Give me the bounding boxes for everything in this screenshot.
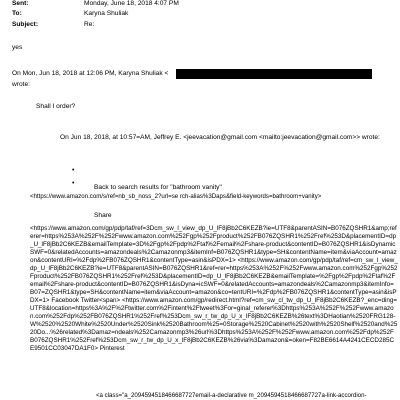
- sent-label: Sent:: [12, 0, 29, 7]
- subject-value: Re:: [84, 21, 95, 28]
- quote1-prefix: On Mon, Jun 18, 2018 at 12:06 PM, Karyna Shuliak <: [12, 70, 169, 77]
- back-to-search-url[interactable]: <https://www.amazon.com/s/ref=nb_sb_noss_2?url=se rch-alias%3Daps&field-keywords=bathroom+vanity>: [30, 193, 322, 200]
- subject-label: Subject:: [12, 21, 39, 28]
- quote2-line: On Jun 18, 2018, at 10:57=AM, Jeffrey E. <jeevacation@gmail.com <mailto:jeevacation@gmail.com>> wrote:: [60, 134, 380, 141]
- bullet-marker: •: [72, 167, 75, 174]
- to-value: Karyna Shuliak: [84, 10, 129, 17]
- to-label: To:: [12, 10, 22, 17]
- reply-text: yes: [12, 44, 23, 51]
- back-to-search-link[interactable]: Back to search results for "bathroom vanity": [94, 184, 222, 191]
- sent-value: Monday, June 18, 2018 4:07 PM: [84, 0, 179, 7]
- quote1-message: Shall I order?: [36, 103, 76, 110]
- share-label: Share: [94, 212, 112, 219]
- quote1-suffix: wrote:: [12, 81, 30, 88]
- redaction-bar: [176, 69, 372, 79]
- cut-off-html-line: <a class="a_2094594518466687727email-a-declarative m_2094594518466687727a-link-accordion-: [96, 392, 367, 399]
- share-url-block[interactable]: <https://www.amazon.com/gp/pdp/taf/ref=3Dcm_sw_l_view_dp_U_lF8jBb2C6KEZB?ie=UTF8&parentASIN=B076ZQSHR1&amp;referer=https%253A%252F%252Fwww.amazon.com%252Fgp%252Fproduct%252FB076ZQSHR1%252Fref%253D&placementID=dp_U_lF8jBb2C6KEZB&emailTemplate=3D%2Fgp%2Fpdp%2Ftaf%2Femail%2Fshare-product&contentID=B076ZQSHR1&isDynamicSWF=0&relatedAccounts=amazondeals%2Camazonmp3&itemInf=B076ZQSHR1&type=SH&contentName=item&viaAccount=amazon&contentURI=%2Fdp%2FB076ZQSHR1&contentType=asin&isPDX=1> <https://www.amazon.com/gp/pdp/taf/ref=cm_sw_l_view_dp_U_lF8jBb2C6KEZB?ie=UTF8&parentASIN=B076ZQSHR1&ref=rer=https%253A%252F%252Fwww.amazon.com%252Fgp%252Fproduct%252FB076ZQSHR1%252Fref%253D&placementID=dp_U_lF8jBb2C6KEZB&emailTemplate=%2Fgp%2Fpdp%2Ftaf%2Femail%2Fshare-product&contentID=B076ZQSHR1&isDyna=icSWF=0&relatedAccounts=amazondeals%2Camazonmp3&itemInfo=B07=ZQSHR1&type=SH&contentName=item&viaAccount=amazon&co=tentURI=%2Fdp%2FB076ZQSHR1&contentType=asin&isPDX=1> Facebook Twitter<span> <https://www.amazon.com/gp/redirect.html?ref=cm_sw_cl_tw_dp_U_lF8jBb2C6KEZB?_enc=ding=UTF8&location=https%3A%2F%2Ftwitter.com%2Fintent%2Ftweet%3For=ginal_referer%3Dhttps%253A%252F%252Fwww.amazon.com%252Fdp%252FB076ZQSHR1%252Fref%253Dcm_sw_r_tw_dp_U_x_lF8jBb2C6KEZB%26text%3DHaotian%2520FRG128-W%2520%2520White%2520Under%2520Sink%2520Bathroom%25=0Storage%2520Cabinet%2520with%2520Shelf%2520and%2520Do...%26related%3Damaz=ndeals%252Camazonmp3%26url%3Dhttps%253A%252F%252Fwww.amazon.com%252Fdp%252FB076ZQSHR1%252Fref%253Dcm_sw_r_tw_dp_U_x_lF8jBb2C6KEZB%26via%3Damazon&=oken=F82BE6614A4241CECD285CE9501CC03047DA1F0> Pinterest: [30, 225, 398, 352]
- bullet-marker: •: [72, 180, 75, 187]
